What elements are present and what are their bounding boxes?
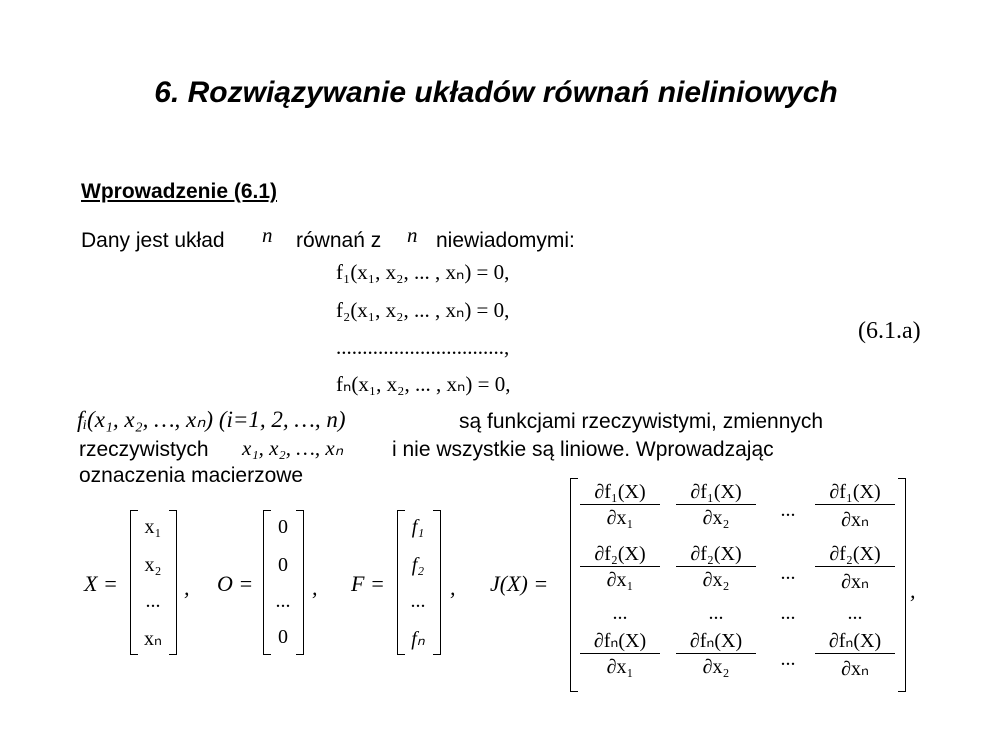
matrix-f-entry-2: f₂ [411,554,425,576]
jacobian-dots-3-2: ... [708,602,724,624]
paragraph-line2-start: rzeczywistych [79,438,209,461]
matrix-f-separator: , [450,575,456,600]
matrix-x-entry-2: x₂ [144,554,162,576]
intro-text-1: Dany jest układ [81,229,225,252]
matrix-o-entry-4: 0 [278,626,288,648]
jacobian-entry-2-n: $\frac{\text{∂f₂(X)}}{\text{∂xₙ}}$ [815,543,895,594]
jacobian-entry-1-1: $\frac{\text{∂f₁(X)}}{\text{∂x₁}}$ [580,481,660,530]
matrix-x-separator: , [184,575,190,600]
equation-number: (6.1.a) [858,318,921,344]
jacobian-entry-1-n: $\frac{\text{∂f₁(X)}}{\text{∂xₙ}}$ [815,481,895,532]
jacobian-dots-2-3: ... [780,562,796,584]
matrix-o-separator: , [312,575,318,600]
matrix-x-label: X = [84,571,118,596]
equation-dots-row: ................................, [336,335,510,359]
matrix-x-entry-4: xₙ [144,628,162,650]
paragraph-line1: są funkcjami rzeczywistymi, zmiennych [459,410,824,433]
matrix-f-entry-3: ... [410,590,426,612]
section-heading: Wprowadzenie (6.1) [81,180,278,203]
jacobian-entry-2-1: $\frac{\text{∂f₂(X)}}{\text{∂x₁}}$ [580,543,660,592]
equation-row-1: f₁(x₁, x₂, ... , xₙ) = 0, [336,260,510,284]
jacobian-entry-n-1: $\frac{\text{∂fₙ(X)}}{\text{∂x₁}}$ [580,628,660,679]
equation-row-n: fₙ(x₁, x₂, ... , xₙ) = 0, [336,372,511,396]
matrix-o-entry-3: ... [275,590,291,612]
matrix-j-right-bracket [898,478,906,692]
jacobian-dots-3-4: ... [847,602,863,624]
jacobian-entry-n-2: $\frac{\text{∂fₙ(X)}}{\text{∂x₂}}$ [676,628,756,679]
paragraph-line3: oznaczenia macierzowe [79,464,304,487]
paragraph-variables: x₁, x₂, …, xₙ [242,436,344,460]
jacobian-dots-1-3: ... [780,499,796,521]
jacobian-entry-1-2: $\frac{\text{∂f₁(X)}}{\text{∂x₂}}$ [676,481,756,530]
jacobian-dots-3-3: ... [780,602,796,624]
matrix-o-entry-1: 0 [278,516,288,538]
matrix-x-entry-3: ... [145,590,161,612]
jacobian-entry-2-2: $\frac{\text{∂f₂(X)}}{\text{∂x₂}}$ [676,543,756,592]
matrix-f-label: F = [351,571,385,596]
matrix-j-separator: , [910,578,916,603]
matrix-j-left-bracket [570,478,578,692]
jacobian-dots-3-1: ... [612,602,628,624]
intro-text-2: równań z [296,229,382,252]
matrix-f-entry-1: f₁ [411,516,425,538]
matrix-o-entry-2: 0 [278,554,288,576]
jacobian-entry-n-n: $\frac{\text{∂fₙ(X)}}{\text{∂xₙ}}$ [815,628,895,681]
slide-title: 6. Rozwiązywanie układów równań nieliniowych [154,76,838,109]
function-formula: fᵢ(x₁, x₂, …, xₙ) (i=1, 2, …, n) [77,407,346,432]
jacobian-dots-n-3: ... [780,648,796,670]
intro-text-3: niewiadomymi: [436,229,575,252]
paragraph-line2-end: i nie wszystkie są liniowe. Wprowadzając [392,438,774,461]
equation-row-2: f₂(x₁, x₂, ... , xₙ) = 0, [336,298,510,322]
matrix-x-entry-1: x₁ [144,516,162,538]
intro-var-n-2: n [407,223,418,247]
matrix-f-entry-4: fₙ [411,628,425,650]
intro-var-n-1: n [262,223,273,247]
matrix-o-label: O = [217,571,254,596]
matrix-j-label: J(X) = [490,571,549,596]
